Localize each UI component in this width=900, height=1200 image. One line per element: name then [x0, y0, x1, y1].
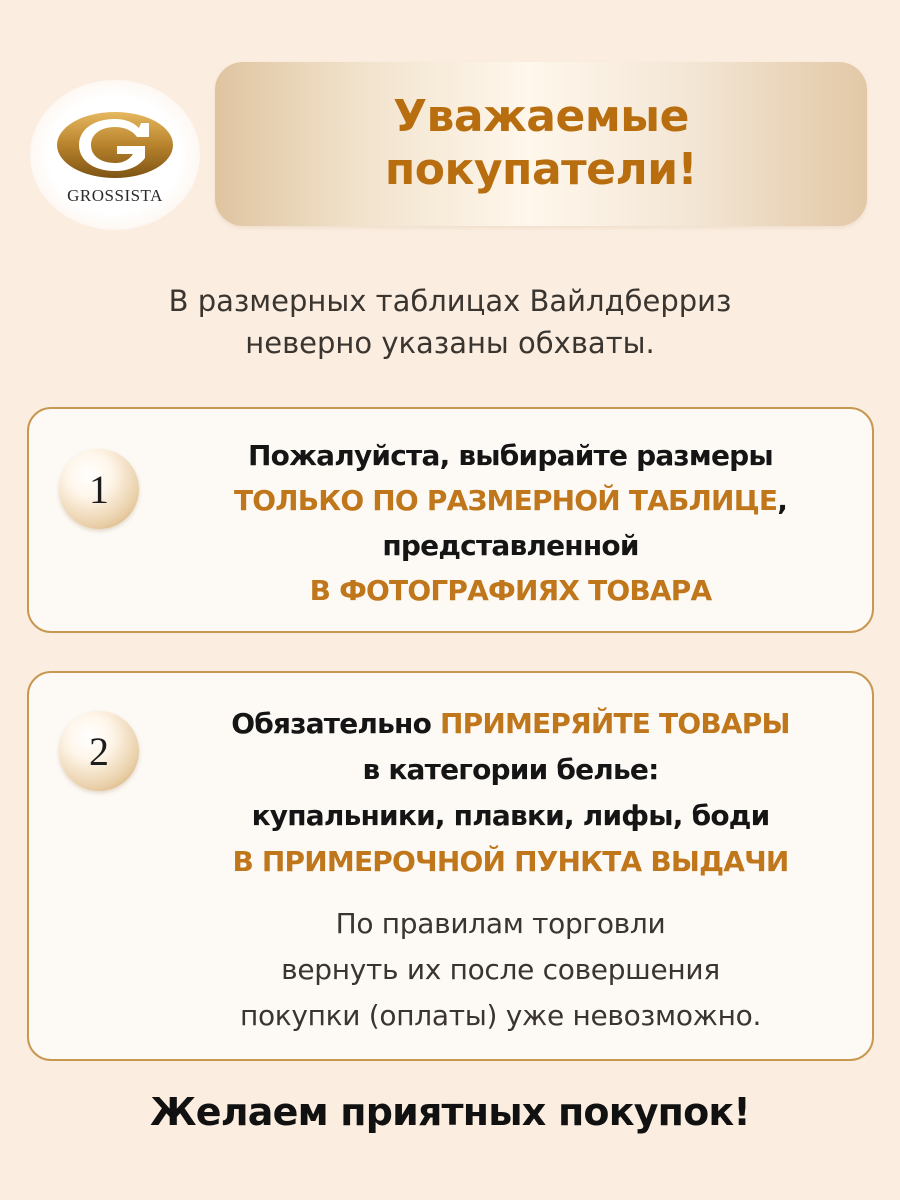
note-line-3: покупки (оплаты) уже невозможно. [239, 999, 762, 1032]
card-2-lead: Обязательно [231, 707, 440, 740]
title-line-2: покупатели! [384, 144, 698, 195]
brand-logo [30, 80, 200, 230]
return-policy-note [149, 901, 852, 1039]
step-number-badge: 1 [59, 449, 139, 529]
card-1-line-2 [169, 478, 852, 523]
page-title [331, 91, 751, 197]
card-2-line-2: в категории белье: [362, 753, 659, 786]
card-1-highlight-2: В ФОТОГРАФИЯХ ТОВАРА [309, 574, 712, 607]
card-1-text [169, 433, 852, 613]
logo-wordmark: GROSSISTA [67, 186, 163, 205]
card-2-line-1 [169, 701, 852, 747]
closing-message: Желаем приятных покупок! [150, 1090, 750, 1134]
card-2-text [169, 701, 852, 885]
notice-card-1 [27, 407, 874, 633]
intro-text [0, 280, 900, 364]
intro-line-1: В размерных таблицах Вайлдберриз [168, 284, 732, 318]
g-monogram-icon [55, 110, 175, 180]
card-2-highlight-1: ПРИМЕРЯЙТЕ ТОВАРЫ [439, 707, 790, 740]
card-1-line-3: представленной [382, 529, 639, 562]
note-line-1: По правилам торговли [335, 907, 666, 940]
card-2-highlight-2: В ПРИМЕРОЧНОЙ ПУНКТА ВЫДАЧИ [232, 845, 789, 878]
card-2-line-3: купальники, плавки, лифы, боди [251, 799, 770, 832]
card-1-line-1: Пожалуйста, выбирайте размеры [248, 439, 773, 472]
card-1-highlight-1: ТОЛЬКО ПО РАЗМЕРНОЙ ТАБЛИЦЕ [233, 484, 778, 517]
title-banner [215, 62, 867, 226]
step-number-badge: 2 [59, 711, 139, 791]
notice-card-2 [27, 671, 874, 1061]
note-line-2: вернуть их после совершения [281, 953, 720, 986]
card-1-comma: , [777, 484, 788, 517]
intro-line-2: неверно указаны обхваты. [245, 326, 655, 361]
title-line-1: Уважаемые [393, 91, 689, 143]
